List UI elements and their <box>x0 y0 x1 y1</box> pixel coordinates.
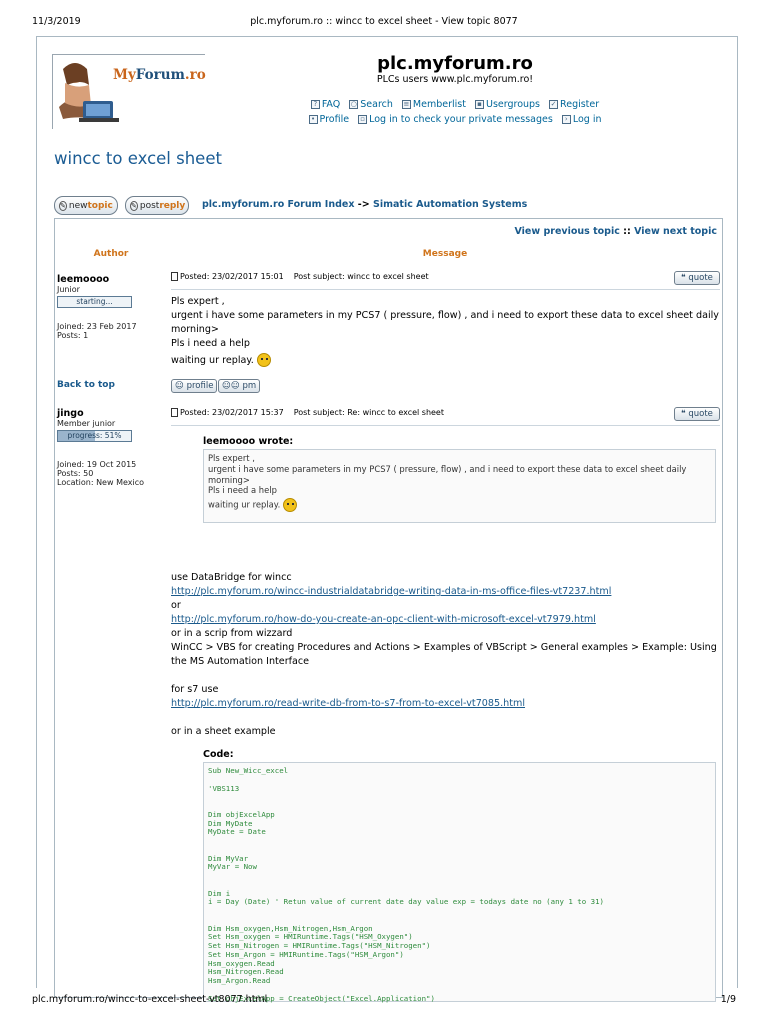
login-icon: › <box>562 115 571 124</box>
topic-nav-separator: :: <box>623 226 631 237</box>
post2-author-joined: Joined: 19 Oct 2015 <box>57 460 137 469</box>
message-column-header: Message <box>422 249 468 259</box>
faq-icon: ? <box>311 100 320 109</box>
quote-line: Pls expert , <box>208 453 255 463</box>
post2-rank-bar: progress: 51% <box>57 430 132 442</box>
breadcrumb-forum-index[interactable]: plc.myforum.ro Forum Index <box>202 199 355 210</box>
print-title: plc.myforum.ro :: wincc to excel sheet - View topic 8077 <box>250 16 518 27</box>
post1-line: waiting ur replay. <box>171 353 721 368</box>
breadcrumb-separator: -> <box>357 199 370 210</box>
profile-icon: • <box>309 115 318 124</box>
site-logo[interactable] <box>52 54 205 129</box>
post2-text: for s7 use <box>171 684 219 695</box>
post2-author-name[interactable]: jingo <box>57 408 84 419</box>
post-reply-button[interactable]: ✎ post reply <box>125 196 189 215</box>
post2-text: or <box>171 600 181 611</box>
post2-header <box>171 408 444 417</box>
pm-icon: ☺☺ <box>222 381 243 391</box>
quote-line: urgent i have some parameters in my PCS7 ( pressure, flow) , and i need to export these data to excel sheet daily morning> <box>208 463 687 485</box>
nav-faq[interactable]: ? FAQ <box>311 99 340 110</box>
post1-line: Pls i need a help <box>171 338 250 349</box>
messages-icon: ▫ <box>358 115 367 124</box>
nav-private-messages[interactable]: ▫ Log in to check your private messages <box>358 114 553 125</box>
print-date: 11/3/2019 <box>32 16 81 27</box>
search-icon: ○ <box>350 100 357 108</box>
breadcrumb <box>202 199 527 210</box>
post1-body <box>171 295 721 368</box>
quote-line: waiting ur replay. <box>208 498 711 512</box>
memberlist-icon: ≡ <box>403 100 410 108</box>
post1-quote-button[interactable]: ❝ quote <box>674 271 720 285</box>
nav-profile[interactable]: • Profile <box>309 114 350 125</box>
confused-smiley-icon <box>283 498 297 512</box>
nav-memberlist[interactable]: ≡ Memberlist <box>403 99 466 110</box>
quote-icon: ❝ <box>681 409 689 419</box>
post2-text: WinCC > VBS for creating Procedures and Actions > Examples of VBScript > General examples > Example: Using the MS Automation Interface <box>171 642 717 667</box>
quote-author: leemoooo wrote: <box>203 436 294 447</box>
pencil-icon: ✎ <box>60 201 66 210</box>
post1-divider <box>171 289 720 290</box>
post1-line: urgent i have some parameters in my PCS7 ( pressure, flow) , and i need to export these data to excel sheet daily morning> <box>171 310 719 335</box>
post1-header <box>171 272 429 281</box>
post-document-icon <box>171 272 178 281</box>
usergroups-icon: ▪ <box>475 100 484 109</box>
quote-line: Pls i need a help <box>208 485 277 496</box>
view-previous-topic-link[interactable]: View previous topic <box>514 226 620 237</box>
opc-client-link[interactable]: http://plc.myforum.ro/how-do-you-create-an-opc-client-with-microsoft-excel-vt7979.html <box>171 614 596 625</box>
back-to-top-link[interactable]: Back to top <box>57 380 115 390</box>
post2-author-posts: Posts: 50 <box>57 469 94 478</box>
post2-text: use DataBridge for wincc <box>171 572 292 583</box>
site-title[interactable]: plc.myforum.ro <box>377 53 533 74</box>
post1-subject: Post subject: wincc to excel sheet <box>293 272 429 281</box>
databridge-link[interactable]: http://plc.myforum.ro/wincc-industrialdatabridge-writing-data-in-ms-office-files-vt7237.html <box>171 586 612 597</box>
top-nav-primary <box>285 98 625 110</box>
post1-author-name[interactable]: leemoooo <box>57 274 110 285</box>
logo-wordmark: MyForum.ro <box>113 67 206 83</box>
topic-title[interactable]: wincc to excel sheet <box>54 149 222 168</box>
s7-excel-link[interactable]: http://plc.myforum.ro/read-write-db-from-to-s7-from-to-excel-vt7085.html <box>171 698 526 709</box>
nav-usergroups[interactable]: ▪ Usergroups <box>475 99 540 110</box>
nav-login[interactable]: › Log in <box>562 114 602 125</box>
author-column-header: Author <box>93 249 129 259</box>
site-description: PLCs users www.plc.myforum.ro! <box>376 74 534 85</box>
nav-search[interactable]: ○ Search <box>350 99 393 110</box>
post-document-icon <box>171 408 178 417</box>
print-header <box>32 16 736 30</box>
breadcrumb-forum[interactable]: Simatic Automation Systems <box>373 199 528 210</box>
post2-author-rank: Member junior <box>57 419 116 428</box>
print-footer-url: plc.myforum.ro/wincc-to-excel-sheet-vt8077.html <box>32 994 268 1005</box>
post1-author-joined: Joined: 23 Feb 2017 <box>57 322 137 331</box>
topic-navigation <box>514 226 717 237</box>
register-icon: ✓ <box>550 100 557 108</box>
post1-posted-date: Posted: 23/02/2017 15:01 <box>180 272 284 281</box>
post2-text: or in a scrip from wizzard <box>171 628 293 639</box>
quote-box <box>203 449 716 523</box>
view-next-topic-link[interactable]: View next topic <box>634 226 717 237</box>
post1-profile-button[interactable]: ☺ profile <box>171 379 217 393</box>
print-page-number: 1/9 <box>720 994 736 1005</box>
post1-author-rank: Junior <box>57 285 80 294</box>
post1-author-posts: Posts: 1 <box>57 331 89 340</box>
post2-author-location: Location: New Mexico <box>57 478 144 487</box>
post1-rank-bar: starting... <box>57 296 132 308</box>
code-block[interactable]: Sub New_Wicc_excel 'VBS113 Dim objExcelApp Dim MyDate MyDate = Date Dim MyVar MyVar = Now Dim i i = Day (Date) ' Retun value of current date day value exp = todays date no (any 1 to 31) Dim Hsm_oxygen,Hsm_Nitrogen,Hsm_Argon Set Hsm_oxygen = HMIRuntime.Tags("HSM_Oxygen") Set Hsm_Nitrogen = HMIRuntime.Tags("HSM_Nitrogen") Set Hsm_Argon = HMIRuntime.Tags("HSM_Argon") Hsm_oxygen.Read Hsm_Nitrogen.Read Hsm_Argon.Read Set objExcelApp = CreateObject("Excel.Application") <box>203 762 716 1002</box>
post2-divider <box>171 425 720 426</box>
post2-body <box>171 571 721 739</box>
post2-posted-date: Posted: 23/02/2017 15:37 <box>180 408 284 417</box>
new-topic-button[interactable]: ✎ new topic <box>54 196 118 215</box>
post2-quote-button[interactable]: ❝ quote <box>674 407 720 421</box>
post1-line: Pls expert , <box>171 296 225 307</box>
post1-pm-button[interactable]: ☺☺ pm <box>218 379 260 393</box>
reply-icon: ✎ <box>131 201 137 210</box>
top-nav-secondary <box>285 113 625 125</box>
quote-icon: ❝ <box>681 273 689 283</box>
post2-text: or in a sheet example <box>171 726 276 737</box>
profile-icon: ☺ <box>175 381 187 391</box>
nav-register[interactable]: ✓ Register <box>550 99 600 110</box>
code-label: Code: <box>203 749 234 760</box>
post2-subject: Post subject: Re: wincc to excel sheet <box>293 408 444 417</box>
confused-smiley-icon <box>257 353 271 367</box>
